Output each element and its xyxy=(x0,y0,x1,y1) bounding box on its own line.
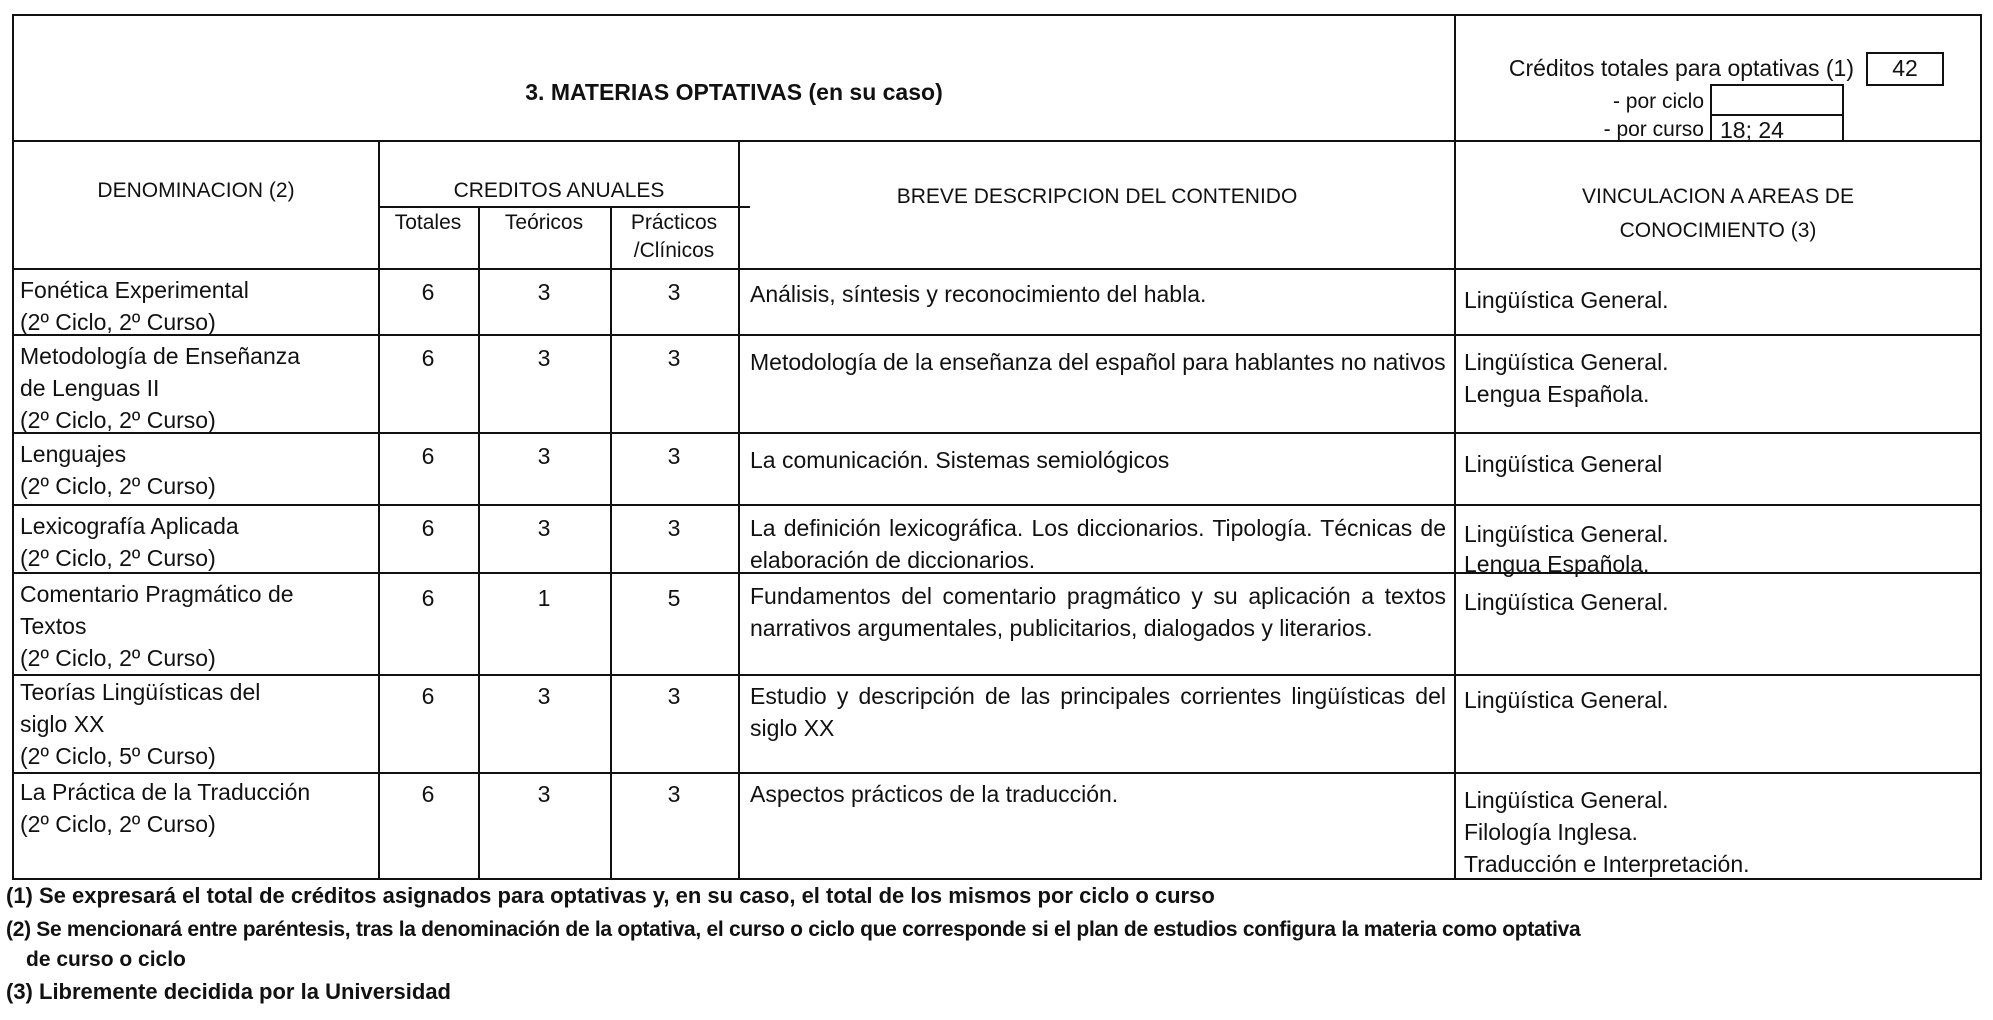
row-7-totales: 6 xyxy=(421,781,435,807)
row-3-totales: 6 xyxy=(421,443,435,469)
denominacion-column-divider xyxy=(378,140,380,878)
row-4-name-line2: (2º Ciclo, 2º Curso) xyxy=(20,545,216,571)
row-6-name-line2: siglo XX xyxy=(20,711,105,737)
row-divider xyxy=(14,432,1980,434)
row-6-name-line3: (2º Ciclo, 5º Curso) xyxy=(20,743,216,769)
row-5-descripcion: Fundamentos del comentario pragmático y su aplicación a textos narrativos argumentales, publicitarios, dialogados y literarios. xyxy=(750,583,1446,641)
por-ciclo-label: - por ciclo xyxy=(1612,90,1704,113)
row-6-teoricos: 3 xyxy=(537,683,551,709)
row-7-name-line1: La Práctica de la Traducción xyxy=(20,779,311,805)
creditos-totales-value: 42 xyxy=(1866,52,1944,86)
row-6-descripcion: Estudio y descripción de las principales corrientes lingüísticas del siglo XX xyxy=(750,683,1446,741)
row-7-area-3: Traducción e Interpretación. xyxy=(1464,851,1750,877)
row-7-descripcion: Aspectos prácticos de la traducción. xyxy=(750,781,1119,807)
row-1-totales: 6 xyxy=(421,279,435,305)
row-1-name-line1: Fonética Experimental xyxy=(20,277,249,303)
vinculacion-header-line2: CONOCIMIENTO (3) xyxy=(1619,219,1817,242)
row-2-name-line1: Metodología de Enseñanza xyxy=(20,343,301,369)
row-4-practicos: 3 xyxy=(667,515,681,541)
por-ciclo-value xyxy=(1710,84,1844,116)
row-2-name-line3: (2º Ciclo, 2º Curso) xyxy=(20,407,216,433)
row-3-descripcion: La comunicación. Sistemas semiológicos xyxy=(750,447,1170,473)
por-curso-label: - por curso xyxy=(1603,118,1704,141)
row-4-area-2: Lengua Española. xyxy=(1464,551,1650,577)
row-5-name-line2: Textos xyxy=(20,613,87,639)
row-6-name-line1: Teorías Lingüísticas del xyxy=(20,679,261,705)
row-3-name-line2: (2º Ciclo, 2º Curso) xyxy=(20,473,216,499)
por-curso-value: 18; 24 xyxy=(1710,114,1844,142)
footnote-2: (2) Se mencionará entre paréntesis, tras la denominación de la optativa, el curso o ciclo que corresponde si el plan de estudios configura la materia como optativa xyxy=(6,918,1581,941)
row-4-totales: 6 xyxy=(421,515,435,541)
row-5-area-1: Lingüística General. xyxy=(1464,589,1669,615)
row-7-practicos: 3 xyxy=(667,781,681,807)
row-2-practicos: 3 xyxy=(667,345,681,371)
row-3-area-1: Lingüística General xyxy=(1464,451,1663,477)
practicos-header-line2: /Clínicos xyxy=(633,239,715,262)
row-4-area-1: Lingüística General. xyxy=(1464,521,1669,547)
row-divider xyxy=(14,504,1980,506)
row-1-descripcion: Análisis, síntesis y reconocimiento del habla. xyxy=(750,281,1207,307)
row-2-descripcion: Metodología de la enseñanza del español para hablantes no nativos xyxy=(750,349,1446,375)
row-5-teoricos: 1 xyxy=(537,585,551,611)
row-1-name-line2: (2º Ciclo, 2º Curso) xyxy=(20,309,216,335)
table-header-divider xyxy=(14,268,1980,270)
row-7-teoricos: 3 xyxy=(537,781,551,807)
creditos-totales-label: Créditos totales para optativas (1) xyxy=(1508,55,1854,81)
row-6-area-1: Lingüística General. xyxy=(1464,687,1669,713)
descripcion-header: BREVE DESCRIPCION DEL CONTENIDO xyxy=(896,185,1298,208)
page-title: 3. MATERIAS OPTATIVAS (en su caso) xyxy=(525,79,943,105)
row-3-teoricos: 3 xyxy=(537,443,551,469)
row-1-teoricos: 3 xyxy=(537,279,551,305)
row-7-area-1: Lingüística General. xyxy=(1464,787,1669,813)
practicos-header-line1: Prácticos xyxy=(630,211,718,234)
row-3-practicos: 3 xyxy=(667,443,681,469)
row-5-totales: 6 xyxy=(421,585,435,611)
teoricos-header: Teóricos xyxy=(504,211,584,234)
denominacion-header: DENOMINACION (2) xyxy=(97,179,295,202)
row-4-teoricos: 3 xyxy=(537,515,551,541)
row-7-name-line2: (2º Ciclo, 2º Curso) xyxy=(20,811,216,837)
footnote-1: (1) Se expresará el total de créditos asignados para optativas y, en su caso, el total de los mismos por ciclo o curso xyxy=(6,883,1215,908)
row-4-descripcion: La definición lexicográfica. Los diccionarios. Tipología. Técnicas de elaboración de diccionarios. xyxy=(750,515,1446,573)
row-5-name-line1: Comentario Pragmático de xyxy=(20,581,294,607)
creditos-anuales-header: CREDITOS ANUALES xyxy=(453,179,665,202)
row-6-practicos: 3 xyxy=(667,683,681,709)
row-divider xyxy=(14,674,1980,676)
areas-column-divider xyxy=(1454,16,1456,878)
descripcion-column-divider xyxy=(738,140,740,878)
row-2-name-line2: de Lenguas II xyxy=(20,375,160,401)
row-5-practicos: 5 xyxy=(667,585,681,611)
row-2-area-2: Lengua Española. xyxy=(1464,381,1650,407)
row-4-name-line1: Lexicografía Aplicada xyxy=(20,513,239,539)
row-divider xyxy=(14,772,1980,774)
row-2-teoricos: 3 xyxy=(537,345,551,371)
vinculacion-header-line1: VINCULACION A AREAS DE xyxy=(1582,185,1854,208)
optativas-form xyxy=(12,14,1982,880)
row-1-area-1: Lingüística General. xyxy=(1464,287,1669,313)
row-3-name-line1: Lenguajes xyxy=(20,441,127,467)
row-2-area-1: Lingüística General. xyxy=(1464,349,1669,375)
row-5-name-line3: (2º Ciclo, 2º Curso) xyxy=(20,645,216,671)
row-6-totales: 6 xyxy=(421,683,435,709)
totales-header: Totales xyxy=(394,211,462,234)
row-2-totales: 6 xyxy=(421,345,435,371)
footnote-2-continuation: de curso o ciclo xyxy=(26,948,186,971)
row-1-practicos: 3 xyxy=(667,279,681,305)
footnote-3: (3) Libremente decidida por la Universidad xyxy=(6,979,451,1004)
row-7-area-2: Filología Inglesa. xyxy=(1464,819,1638,845)
row-divider xyxy=(14,334,1980,336)
